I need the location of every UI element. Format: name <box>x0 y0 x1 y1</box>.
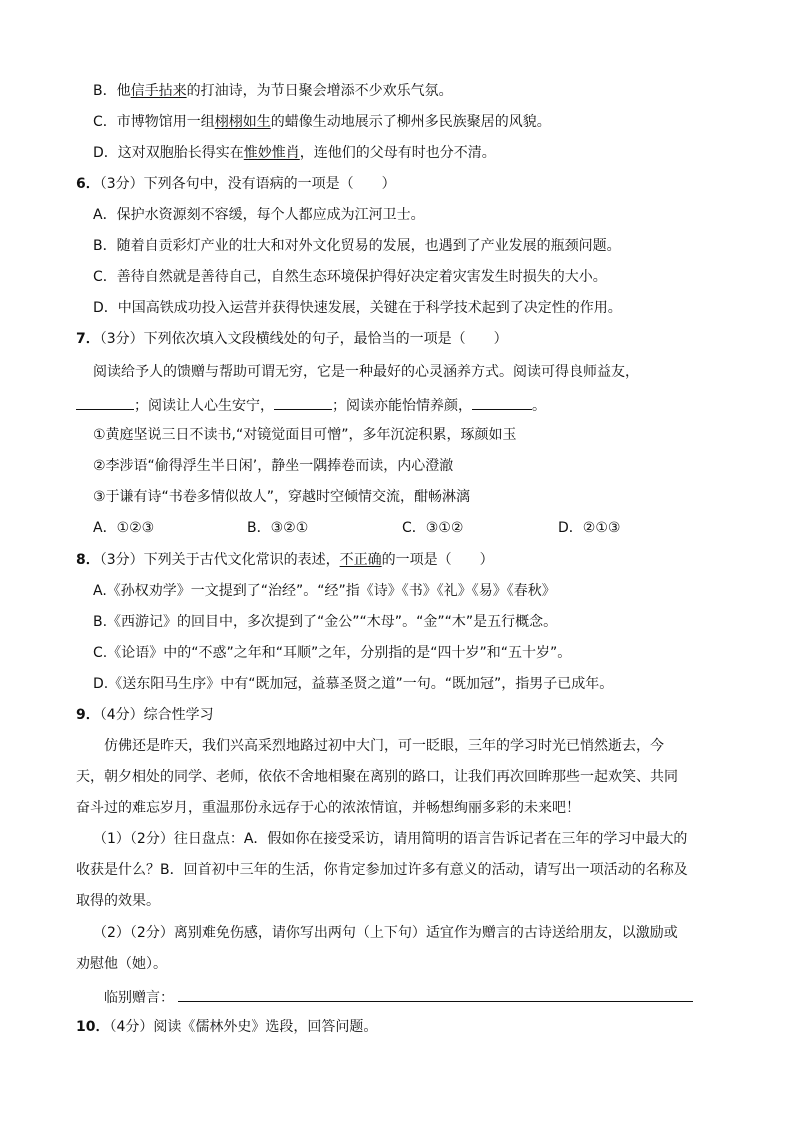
q6-option-b: B．随着自贡彩灯产业的壮大和对外文化贸易的发展，也遇到了产业发展的瓶颈问题。 <box>93 238 621 254</box>
q9-sub1-line-3: 取得的效果。 <box>76 893 160 909</box>
q9-intro-line-3: 奋斗过的难忘岁月，重温那份永远存于心的浓浓情谊，并畅想绚丽多彩的未来吧！ <box>76 800 580 816</box>
q5-option-d <box>93 144 496 162</box>
q8-stem <box>76 551 494 569</box>
q9-stem <box>76 706 214 724</box>
q10-number: 10． <box>76 1019 110 1035</box>
q6-stem-text: （3分）下列各句中，没有语病的一项是（ ） <box>99 176 396 192</box>
q5-option-c-pre: C．市博物馆用一组 <box>93 114 215 130</box>
q10-stem-text: （4分）阅读《儒林外史》选段，回答问题。 <box>109 1019 378 1035</box>
q9-sign-row <box>104 987 693 1007</box>
q7-stem <box>76 330 508 348</box>
q9-sign-answer-line[interactable] <box>178 987 693 1002</box>
q9-sub2-line-1: （2）（2分）离别难免伤感，请你写出两句（上下句）适宜作为赠言的古诗送给朋友，以激励或 <box>93 925 678 941</box>
q8-stem-underlined: 不正确 <box>339 552 382 568</box>
q6-option-d: D．中国高铁成功投入运营并获得快速发展，关键在于科学技术起到了决定性的作用。 <box>93 300 622 316</box>
q6-option-c: C．善待自然就是善待自己，自然生态环境保护得好决定着灾害发生时损失的大小。 <box>93 269 607 285</box>
q7-blank-1 <box>76 395 134 410</box>
q9-sub2-line-2: 劝慰他（她）。 <box>76 956 167 972</box>
q9-number: 9． <box>76 707 100 723</box>
q5-option-d-underlined: 惟妙惟肖 <box>243 145 300 161</box>
q7-choice-d: D．②①③ <box>558 520 621 536</box>
q8-option-d: D.《送东阳马生序》中有“既加冠，益慕圣贤之道”一句。“既加冠”，指男子已成年。 <box>93 676 614 692</box>
q5-option-b-pre: B．他 <box>93 83 131 99</box>
q7-blank-3 <box>472 395 532 410</box>
q9-sign-label: 临别赠言： <box>104 990 174 1006</box>
q8-stem-post: 的一项是（ ） <box>381 552 494 568</box>
q8-stem-pre: （3分）下列关于古代文化常识的表述， <box>99 552 340 568</box>
q5-option-b-underlined: 信手拈来 <box>130 83 187 99</box>
q5-option-b-post: 的打油诗，为节日聚会增添不少欢乐气氛。 <box>186 83 453 99</box>
q7-choice-c: C．③①② <box>402 520 464 536</box>
q7-passage-2a: ；阅读让人心生安宁， <box>134 398 274 414</box>
q5-option-b <box>93 82 453 100</box>
q8-option-c: C.《论语》中的“不惑”之年和“耳顺”之年，分别指的是“四十岁”和“五十岁”。 <box>93 645 572 661</box>
q6-option-a: A．保护水资源刻不容缓，每个人都应成为江河卫士。 <box>93 207 425 223</box>
q8-option-a: A.《孙权劝学》一文提到了“治经”。“经”指《诗》《书》《礼》《易》《春秋》 <box>93 583 556 599</box>
q5-option-c-post: 的蜡像生动地展示了柳州多民族聚居的风貌。 <box>270 114 551 130</box>
q7-blank-2 <box>274 395 332 410</box>
q5-option-d-pre: D．这对双胞胎长得实在 <box>93 145 244 161</box>
q6-stem <box>76 175 396 193</box>
q5-option-c <box>93 113 551 131</box>
q7-stem-text: （3分）下列依次填入文段横线处的句子，最恰当的一项是（ ） <box>99 331 508 347</box>
q7-passage-2c: 。 <box>532 398 546 414</box>
q7-choice-a: A．①②③ <box>93 520 155 536</box>
q5-option-c-underlined: 栩栩如生 <box>214 114 271 130</box>
q7-item-2: ②李涉语“偷得浮生半日闲’，静坐一隅捧卷而读，内心澄澈 <box>93 458 454 474</box>
q9-intro-line-1: 仿佛还是昨天，我们兴高采烈地路过初中大门，可一眨眼，三年的学习时光已悄然逝去，今 <box>104 738 664 754</box>
q10-stem <box>76 1018 377 1036</box>
q9-intro-line-2: 天，朝夕相处的同学、老师，依依不舍地相聚在离别的路口，让我们再次回眸那些一起欢笑、共同 <box>76 769 678 785</box>
q7-passage-line-1: 阅读给予人的馈赠与帮助可谓无穷，它是一种最好的心灵涵养方式。阅读可得良师益友， <box>93 364 639 380</box>
q9-stem-text: （4分）综合性学习 <box>99 707 214 723</box>
q5-option-d-post: ，连他们的父母有时也分不清。 <box>299 145 496 161</box>
q7-choice-b: B．③②① <box>247 520 309 536</box>
q6-number: 6． <box>76 176 100 192</box>
q7-item-3: ③于谦有诗“书卷多情似故人”，穿越时空倾情交流，酣畅淋漓 <box>93 489 471 505</box>
q7-passage-line-2 <box>76 395 546 415</box>
q8-number: 8． <box>76 552 100 568</box>
q7-number: 7． <box>76 331 100 347</box>
q7-item-1: ①黄庭坚说三日不读书,“对镜觉面目可憎”，多年沉淀积累，琢颜如玉 <box>93 427 517 443</box>
q9-sub1-line-1: （1）（2分）往日盘点：A．假如你在接受采访，请用简明的语言告诉记者在三年的学习中最大的 <box>93 831 688 847</box>
q7-passage-2b: ；阅读亦能怡情养颜， <box>332 398 472 414</box>
q8-option-b: B.《西游记》的回目中，多次提到了“金公”“木母”。“金”“木”是五行概念。 <box>93 614 558 630</box>
q9-sub1-line-2: 收获是什么？B．回首初中三年的生活，你肯定参加过许多有意义的活动，请写出一项活动的名称及 <box>76 862 688 878</box>
